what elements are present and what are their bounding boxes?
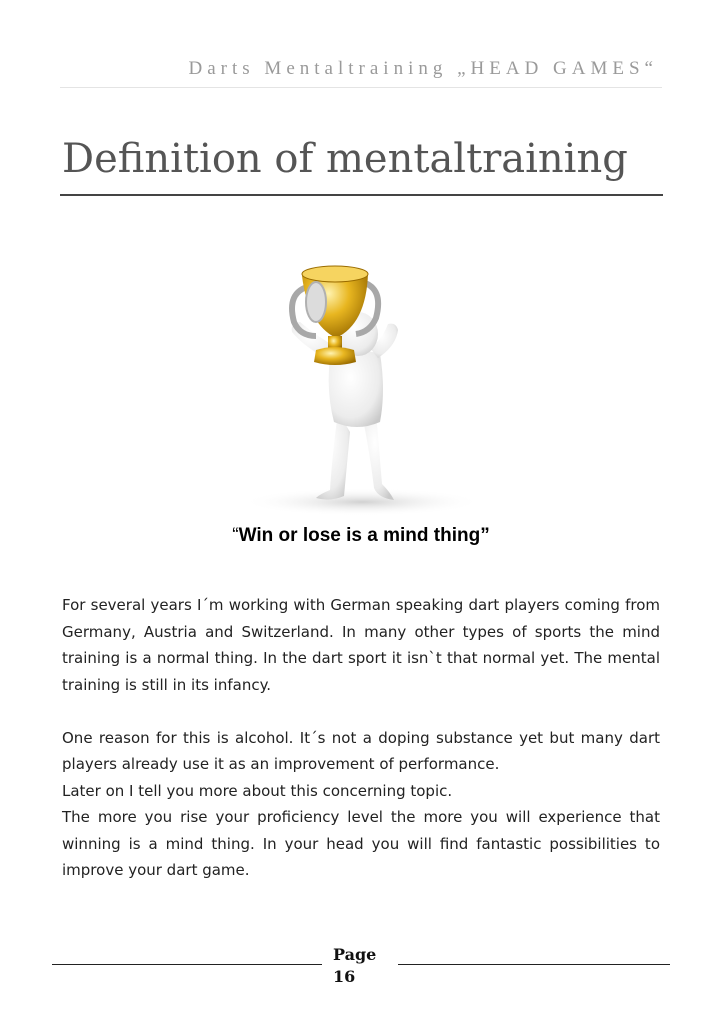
footer-rule-left [52,964,322,965]
running-header: Darts Mentaltraining „HEAD GAMES“ [60,58,662,88]
footer-rule-right [398,964,670,965]
quote-close-mark: ” [480,525,490,546]
trophy-figure-icon [212,262,512,517]
page-number [333,944,376,988]
chapter-title: Definition of mentaltraining [62,136,628,182]
paragraph-intro: For several years I´m working with German speaking dart players coming from Germany, Austria and Switzerland. In many other types of sports the mind training is a normal thing. In the dart sport it isn`t that normal yet. The mental training is still in its infancy. [62,596,660,694]
title-underline [60,194,663,196]
page-word: Page [333,945,377,964]
paragraph-gap [62,698,660,725]
quote [0,525,722,547]
quote-text: Win or lose is a mind thing [238,525,481,546]
paragraph-proficiency: The more you rise your proficiency level the more you will experience that winning is a mind thing. In your head you will find fantastic possibilities to improve your dart game. [62,808,660,879]
paragraph-alcohol: One reason for this is alcohol. It´s not a doping substance yet but many dart players already use it as an improvement of performance. [62,728,660,773]
body-text [62,592,660,884]
quote-open-mark: “ [232,525,239,546]
paragraph-later: Later on I tell you more about this concerning topic. [62,781,453,800]
page-number-value: 16 [333,967,356,986]
